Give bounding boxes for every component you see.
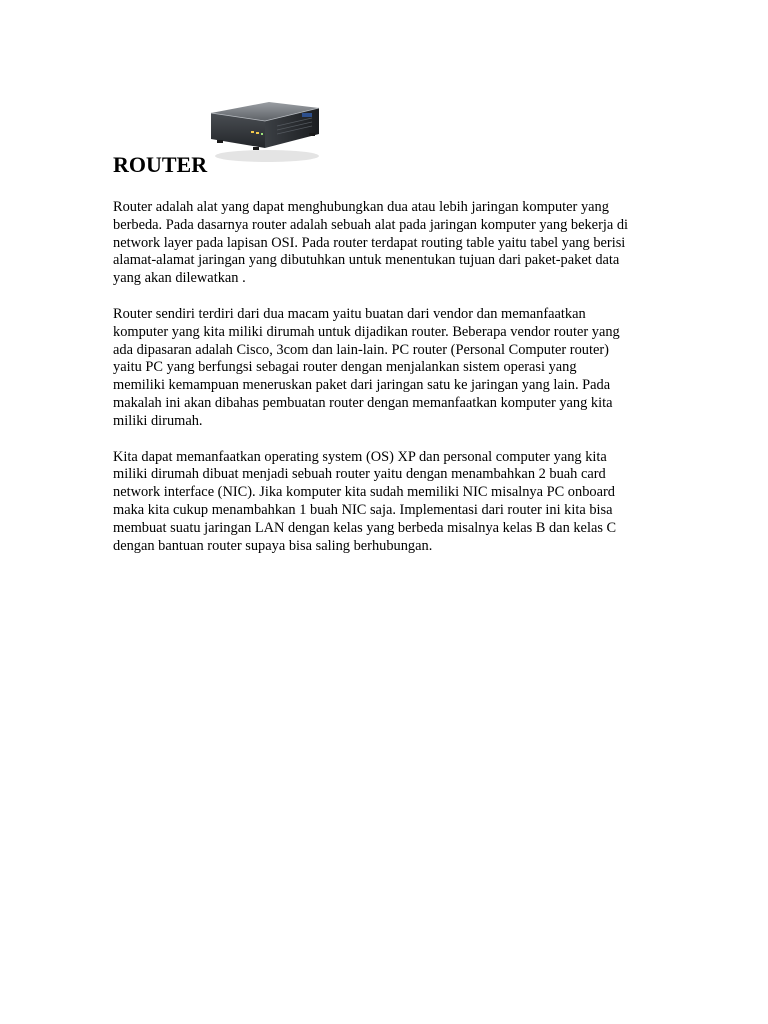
document-body bbox=[113, 199, 658, 573]
text-line: memiliki kemampuan meneruskan paket dari jaringan satu ke jaringan yang lain. Pada bbox=[113, 377, 611, 394]
text-line: network layer pada lapisan OSI. Pada router terdapat routing table yaitu tabel yang berisi bbox=[113, 234, 626, 251]
text-line: makalah ini akan dibahas pembuatan router dengan memanfaatkan komputer yang kita bbox=[113, 394, 613, 411]
text-line: miliki dirumah dibuat menjadi sebuah router yaitu dengan menambahkan 2 buah card bbox=[113, 466, 606, 483]
text-line: yaitu PC yang berfungsi sebagai router dengan menjalankan sistem operasi yang bbox=[113, 359, 577, 376]
text-line: dengan bantuan router supaya bisa saling berhubungan. bbox=[113, 537, 433, 554]
text-line: berbeda. Pada dasarnya router adalah sebuah alat pada jaringan komputer yang bekerja di bbox=[113, 216, 629, 233]
text-line: Router sendiri terdiri dari dua macam yaitu buatan dari vendor dan memanfaatkan bbox=[113, 305, 586, 322]
text-line: Kita dapat memanfaatkan operating system (OS) XP dan personal computer yang kita bbox=[113, 448, 607, 465]
text-line: network interface (NIC). Jika komputer kita sudah memiliki NIC misalnya PC onboard bbox=[113, 484, 615, 501]
text-line: maka kita cukup menambahkan 1 buah NIC saja. Implementasi dari router ini kita bisa bbox=[113, 501, 613, 518]
text-line: Router adalah alat yang dapat menghubungkan dua atau lebih jaringan komputer yang bbox=[113, 199, 609, 215]
text-line: komputer yang kita miliki dirumah untuk dijadikan router. Beberapa vendor router yang bbox=[113, 323, 620, 340]
paragraph-1 bbox=[113, 199, 658, 288]
paragraph-2 bbox=[113, 306, 658, 431]
router-device-image bbox=[207, 96, 325, 180]
text-line: membuat suatu jaringan LAN dengan kelas yang berbeda misalnya kelas B dan kelas C bbox=[113, 519, 617, 536]
text-line: ada dipasaran adalah Cisco, 3com dan lain-lain. PC router (Personal Computer router) bbox=[113, 341, 609, 358]
text-line: yang akan dilewatkan . bbox=[113, 270, 246, 287]
paragraph-3 bbox=[113, 449, 658, 556]
text-line: alamat-alamat jaringan yang dibutuhkan untuk menentukan tujuan dari paket-paket data bbox=[113, 252, 620, 269]
text-line: miliki dirumah. bbox=[113, 412, 203, 429]
title-row bbox=[113, 96, 673, 180]
document-title: ROUTER bbox=[113, 152, 208, 177]
